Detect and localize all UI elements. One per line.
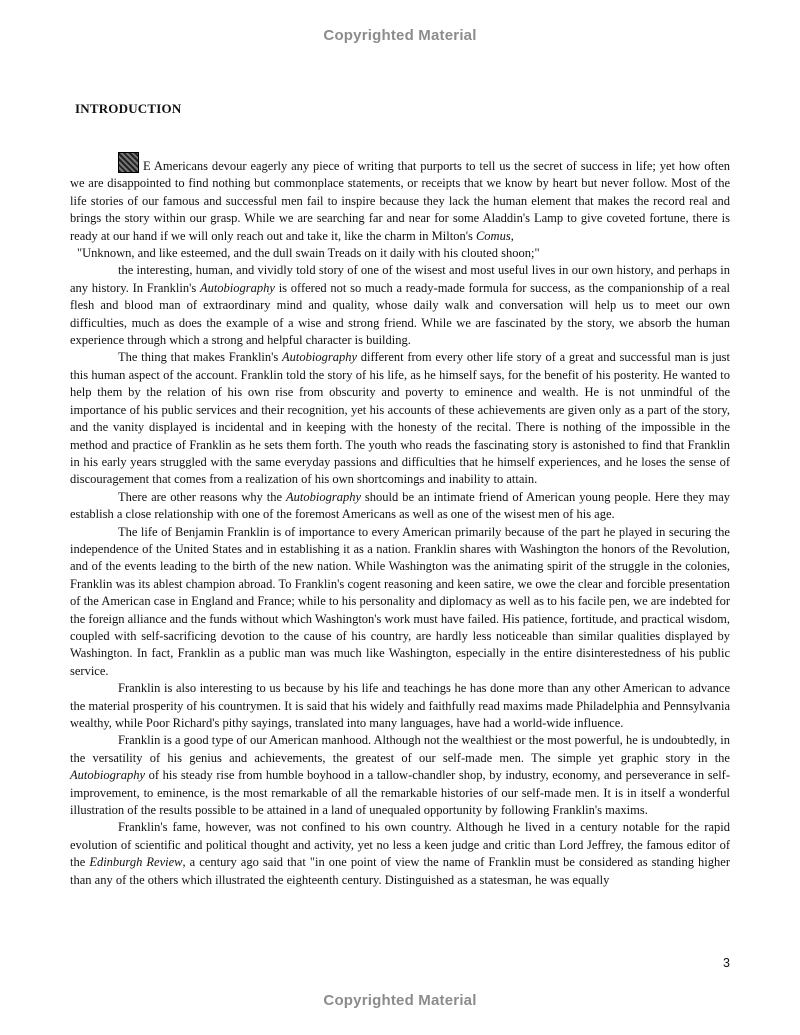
- paragraph-5: [70, 524, 730, 681]
- paragraph-italic: Autobiography: [70, 768, 145, 783]
- paragraph-text-after: ,: [510, 228, 514, 243]
- paragraph-text: The life of Benjamin Franklin is of importance to every American primarily because of the part he played in securing the independence of the United States and in establishing it as a nation. Franklin shares with Washington the honors of the Revolution, and of the events leading to the birth of the new nation. While Washington was the animating spirit of the struggle in the colonies, Franklin was its ablest champion abroad. To Franklin's cogent reasoning and keen satire, we owe the clear and forcible presentation of the American case in England and France; while to his personality and diplomacy as well as to his facile pen, we are indebted for the foreign alliance and the funds without which Washington's work must have failed. His patience, fortitude, and practical wisdom, coupled with self-sacrificing devotion to the cause of his country, are hardly less noticeable than similar qualities displayed by Washington. In fact, Franklin as a public man was much like Washington, especially in the entire disinterestedness of his public service.: [70, 524, 730, 678]
- copyright-watermark-bottom: Copyrighted Material: [323, 992, 477, 1009]
- paragraph-text: The thing that makes Franklin's: [118, 350, 283, 365]
- paragraph-italic: Edinburgh Review: [89, 855, 183, 870]
- paragraph-text: Franklin is a good type of our American manhood. Although not the wealthiest or the most powerful, he is undoubtedly, in the versatility of his genius and achievements, the greatest of our self-made men. The simple yet graphic story in the: [70, 733, 730, 765]
- paragraph-4: [70, 489, 730, 524]
- paragraph-text: E Americans devour eagerly any piece of writing that purports to tell us the secret of success in life; yet how often we are disappointed to find nothing but commonplace statements, or receipts that we know by heart but never follow. Most of the life stories of our famous and successful men fail to inspire because they lack the human element that makes the record real and brings the story within our grasp. While we are searching far and near for some Aladdin's Lamp to give coveted fortune, there is ready at our hand if we will only reach out and take it, like the charm in Milton's: [70, 159, 730, 243]
- page-number: 3: [723, 956, 730, 970]
- paragraph-italic: Comus: [475, 228, 511, 243]
- paragraph-text-after: is offered not so much a ready-made formula for success, as the companionship of a real flesh and blood man of extraordinary mind and quality, whose daily walk and conversation will help us to meet our own difficulties, much as does the example of a wise and strong friend. While we are fascinated by the story, we absorb the human experience through which a strong and helpful character is building.: [70, 280, 730, 348]
- paragraph-2: [70, 262, 730, 349]
- paragraph-text-after: different from every other life story of a great and successful man is just this human aspect of the account. Franklin told the story of his life, as he himself says, for the benefit of his posterity. He wanted to help them by the relation of his own rise from obscurity and poverty to eminence and wealth. He is not unmindful of the importance of his public services and their recognition, yet his accounts of these achievements are given only as a part of the story, and the vanity displayed is incidental and in keeping with the honesty of the recital. There is nothing of the impossible in the method and practice of Franklin as he sets them forth. The youth who reads the fascinating story is astonished to find that Franklin in his early years struggled with the same everyday passions and difficulties that he himself experiences, and he loses the sense of discouragement that comes from a realization of his own shortcomings and inability to attain.: [70, 350, 730, 487]
- verse-quote: "Unknown, and like esteemed, and the dull swain Treads on it daily with his clouted shoon;": [77, 246, 540, 261]
- paragraph-italic: Autobiography: [282, 350, 358, 365]
- paragraph-text: the interesting, human, and vividly told story of one of the wisest and most useful lives in our own history, and perhaps in any history. In Franklin's: [70, 263, 730, 295]
- decorative-drop-cap-icon: [118, 152, 139, 173]
- paragraph-3: [70, 349, 730, 488]
- paragraph-text: Franklin's fame, however, was not confined to his own country. Although he lived in a century notable for the rapid evolution of scientific and political thought and activity, yet no less a keen judge and critic than Lord Jeffrey, the famous editor of the: [70, 820, 730, 870]
- paragraph-text: Franklin is also interesting to us because by his life and teachings he has done more than any other American to advance the material prosperity of his countrymen. It is said that his widely and faithfully read maxims made Philadelphia and Pennsylvania wealthy, while Poor Richard's pithy sayings, translated into many languages, have had a world-wide influence.: [70, 681, 730, 730]
- paragraph-7: [70, 732, 730, 819]
- paragraph-italic: Autobiography: [199, 280, 275, 295]
- paragraph-1: [70, 152, 730, 245]
- paragraph-text-after: should be an intimate friend of American young people. Here they may establish a close relationship with one of the foremost Americans as well as one of the wisest men of his age.: [70, 489, 731, 522]
- paragraph-text-after: , a century ago said that "in one point of view the name of Franklin must be considered as standing higher than any of the others which illustrated the eighteenth century. Distinguished as a statesman, he was equally: [70, 855, 730, 887]
- paragraph-text: There are other reasons why the: [118, 489, 286, 504]
- body-text: [70, 152, 730, 889]
- copyright-watermark-top: Copyrighted Material: [323, 27, 477, 44]
- paragraph-6: [70, 680, 730, 732]
- paragraph-text-after: of his steady rise from humble boyhood in a tallow-chandler shop, by industry, economy, and perseverance in self-improvement, to eminence, is the most remarkable of all the remarkable histories of our self-made men. It is in itself a wonderful illustration of the results possible to be attained in a land of unequaled opportunity by following Franklin's maxims.: [70, 768, 730, 818]
- paragraph-8: [70, 819, 730, 889]
- paragraph-italic: Autobiography: [286, 489, 361, 504]
- section-heading: INTRODUCTION: [75, 101, 182, 116]
